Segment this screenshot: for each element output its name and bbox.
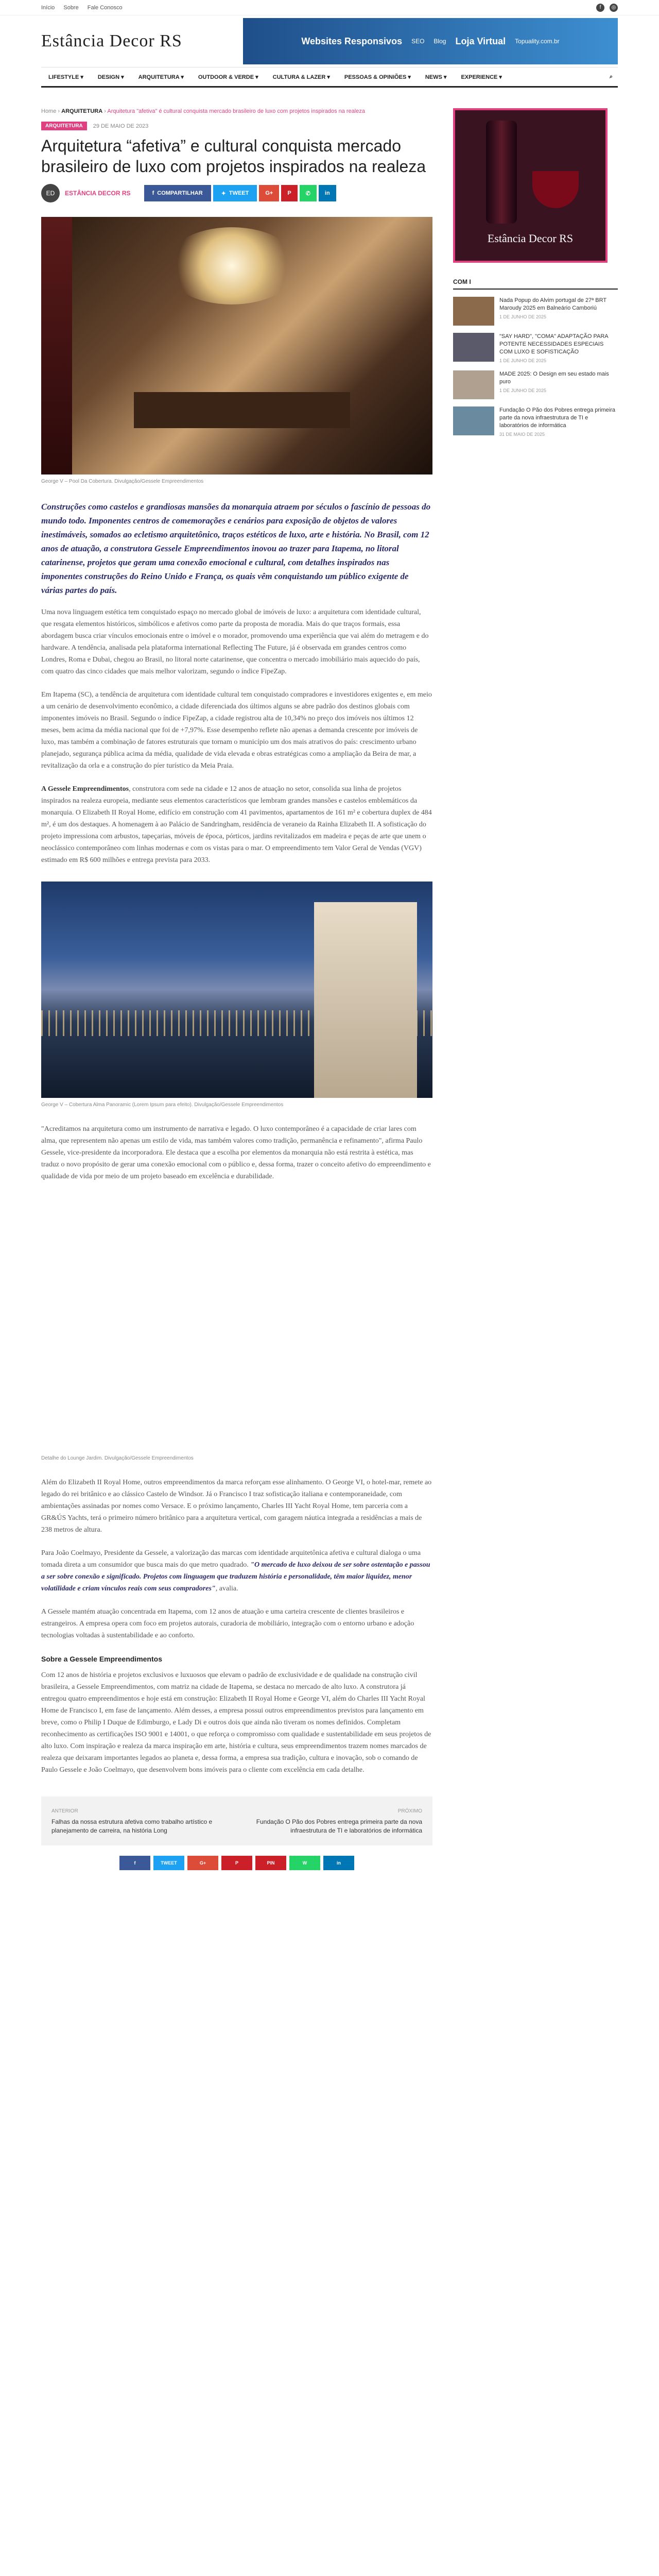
pull-quote-tail: , avalia. xyxy=(215,1585,238,1592)
chandelier-shape xyxy=(165,227,299,304)
site-logo[interactable]: Estância Decor RS xyxy=(41,31,182,50)
top-link-about[interactable]: Sobre xyxy=(63,4,79,11)
sidebar-heading: COM I xyxy=(453,278,618,290)
paragraph-3-bold: A Gessele Empreendimentos xyxy=(41,785,129,793)
next-post-link[interactable] xyxy=(242,1807,422,1835)
wine-glass-shape xyxy=(532,146,579,208)
article-image-2 xyxy=(41,882,432,1098)
share-linkedin-button[interactable] xyxy=(319,185,336,201)
breadcrumb-section[interactable]: ARQUITETURA xyxy=(61,108,103,114)
nav-item-news[interactable]: NEWS ▾ xyxy=(425,74,447,80)
bottom-share-twitter[interactable]: TWEET xyxy=(153,1856,184,1870)
sidebar-post-title[interactable]: MADE 2025: O Design em seu estado mais puro xyxy=(499,371,609,385)
paragraph-2: Em Itapema (SC), a tendência de arquitetura com identidade cultural tem conquistado compradores e investidores exigentes e, em meio a um cenário de desenvolvimento econômico, a cidade diferenciada dos últimos alguns se abre padrão dos destinos globais com imponentes imóveis no Brasil. Segundo o índice FipeZap, a cidade registrou alta de 10,34% no preço dos imóveis nos últimos 12 meses, bem acima da média nacional que foi de +7,97%. Esse desempenho reflete não apenas a demanda crescente por imóveis de luxo, mas também a combinação de fatores estruturais que tornam o município um dos mais atrativos do país: crescimento urbano planejado, segurança pública acima da média, qualidade de vida elevada e obras estratégicas como a ampliação da Beira de mar, a revitalização da orla e a construção do píer turístico da Meia Praia. xyxy=(41,691,432,770)
avatar[interactable]: ED xyxy=(41,184,60,202)
header-banner-ad[interactable] xyxy=(243,18,618,64)
pinterest-icon: P xyxy=(287,190,291,196)
paragraph-3-text: , construtora com sede na cidade e 12 anos de atuação no setor, consolida sua linha de projetos inspirados na realeza europeia, mediante seus elementos característicos que lembram grandes mansões e castelos emblemáticos da monarquia. O Elizabeth II Royal Home, edifício em construção com 41 pavimentos, apartamentos de 161 m² e cobertura duplex de 484 m², é um dos destaques. A homenagem à ao Palácio de Sandringham, residência de veraneio da Rainha Elizabeth II. A sofisticação do projeto impressiona com arbustos, tapeçarias, móveis de época, pórticos, jardins revitalizados em madeira e peças de arte que unem o neoclássico contemporâneo com linhas modernas e com os vistas para o mar. O empreendimento tem Valor Geral de Vendas (VGV) estimado em R$ 600 milhões e entrega prevista para 2033. xyxy=(41,785,432,864)
nav-item-pessoas[interactable]: PESSOAS & OPINIÕES ▾ xyxy=(344,74,411,80)
sidebar-post-title[interactable]: "SAY HARD", "COMA" ADAPTAÇÃO PARA POTENTE NECESSIDADES ESPECIAIS COM LUXO E SOFISTICAÇÃO xyxy=(499,333,609,355)
share-facebook-label: COMPARTILHAR xyxy=(157,190,203,196)
banner-text-4: Loja Virtual xyxy=(455,36,506,46)
sidebar-post-title[interactable]: Fundação O Pão dos Pobres entrega primeira parte da nova infraestrutura de TI e laboratórios de informática xyxy=(499,407,616,429)
top-bar xyxy=(0,0,659,15)
author-row xyxy=(41,184,432,202)
building-shape xyxy=(314,902,417,1098)
sidebar-post[interactable] xyxy=(453,370,618,399)
share-facebook-button[interactable] xyxy=(144,185,211,201)
bottom-share-pin[interactable]: PIN xyxy=(255,1856,286,1870)
banner-text-3: Blog xyxy=(433,38,446,45)
main-nav xyxy=(41,67,618,88)
whatsapp-icon: ✆ xyxy=(305,190,310,197)
sidebar-post-date: 1 DE JUNHO DE 2025 xyxy=(499,358,547,363)
top-links xyxy=(41,5,130,11)
search-icon[interactable]: ⌕ xyxy=(609,73,613,80)
bottom-share-pinterest[interactable]: P xyxy=(221,1856,252,1870)
breadcrumb-home[interactable]: Home xyxy=(41,108,57,114)
sidebar-post-thumb[interactable] xyxy=(453,370,494,399)
article-image-3 xyxy=(41,1194,432,1451)
top-link-contact[interactable]: Fale Conosco xyxy=(87,4,123,11)
prev-post-link[interactable] xyxy=(51,1807,232,1835)
article-main xyxy=(41,108,432,1906)
bottom-share-linkedin[interactable]: in xyxy=(323,1856,354,1870)
banner-text-1: Websites Responsivos xyxy=(301,36,403,46)
paragraph-4: "Acreditamos na arquitetura como um instrumento de narrativa e legado. O luxo contemporâneo é a capacidade de criar lares com alma, que representem não apenas um estilo de vida, mas também valores como tradição, permanência e refinamento", afirma Paulo Gessele, vice-presidente da incorporadora. Ele destaca que a escolha por elementos da monarquia não está restrita à estética, mas traduz o novo propósito de gerar uma conexão emocional com o público e, dessa forma, trazer o conceito afetivo do empreendimento e qualidade de vida por meio de um projeto baseado em excelência e durabilidade. xyxy=(41,1125,431,1180)
sidebar-post-thumb[interactable] xyxy=(453,406,494,435)
instagram-icon[interactable]: ◎ xyxy=(610,4,618,12)
share-google-button[interactable] xyxy=(259,185,279,201)
sidebar-ad[interactable] xyxy=(453,108,608,263)
article-image-1 xyxy=(41,217,432,474)
nav-item-outdoor[interactable]: OUTDOOR & VERDE ▾ xyxy=(198,74,258,80)
nav-item-experience[interactable]: EXPERIENCE ▾ xyxy=(461,74,502,80)
sidebar-post-thumb[interactable] xyxy=(453,297,494,326)
next-post-label: PRÓXIMO xyxy=(397,1808,422,1814)
site-header xyxy=(0,15,659,67)
facebook-icon[interactable]: f xyxy=(596,4,604,12)
next-post-title: Fundação O Pão dos Pobres entrega primeira parte da nova infraestrutura de TI e laboratórios de informática xyxy=(256,1818,422,1834)
breadcrumb-current: Arquitetura "afetiva" é cultural conquista mercado brasileiro de luxo com projetos inspirados na realeza xyxy=(107,108,365,114)
author-name[interactable]: ESTÂNCIA DECOR RS xyxy=(65,190,131,197)
share-pinterest-button[interactable] xyxy=(281,185,297,201)
pull-quote: "O mercado de luxo deixou de ser sobre ostentação e passou a ser sobre conexão e significado. Projetos com linguagem que traduzem história e personalidade, têm maior liquidez, menor volatilidade e criam vínculos reais com seus compradores" xyxy=(41,1561,430,1592)
sidebar-post-thumb[interactable] xyxy=(453,333,494,362)
wine-bottle-shape xyxy=(486,121,517,224)
share-buttons xyxy=(144,185,336,201)
share-twitter-label: TWEET xyxy=(229,190,249,196)
article-lead: Construções como castelos e grandiosas mansões da monarquia atraem por séculos o fascínio de pessoas do mundo todo. Imponentes centros de comemorações e cenários para exposição de objetos de valores inestimáveis, somados ao ecletismo arquitetônico, traços estéticos de luxo, arte e história. No Brasil, com 12 anos de atuação, a construtora Gessele Empreendimentos inovou ao trazer para Itapema, no litoral catarinense, projetos que geram uma conexão emocional e cultural, com detalhes inspirados nas imponentes construções do Reino Unido e França, os quais vêm conquistando um público exigente de várias partes do país. xyxy=(41,502,431,595)
sidebar-post[interactable] xyxy=(453,406,618,437)
about-heading: Sobre a Gessele Empreendimentos xyxy=(41,1655,162,1663)
nav-item-arquitetura[interactable]: ARQUITETURA ▾ xyxy=(138,74,184,80)
sidebar-post-title[interactable]: Nada Popup do Alvim portugal de 27ª BRT Maroudy 2025 em Balneário Camboriú xyxy=(499,297,606,311)
content-container xyxy=(41,88,618,1906)
top-social xyxy=(596,4,618,12)
nav-item-lifestyle[interactable]: LIFESTYLE ▾ xyxy=(48,74,83,80)
bottom-share-buttons xyxy=(41,1856,432,1870)
paragraph-6 xyxy=(41,1547,432,1595)
paragraph-1: Uma nova linguagem estética tem conquistado espaço no mercado global de imóveis de luxo: a arquitetura com identidade cultural, que resgata elementos históricos, simbólicos e afetivos como parte da proposta de moradia. Mais do que traços formais, essa abordagem busca criar vínculos emocionais entre o imóvel e o morador, promovendo uma experiência que vai além do metragem e do hardware. A tendência, analisada pela plataforma international Reflecting The Future, já é observada em grandes centros como Londres, Roma e Dubai, chegou ao Brasil, no litoral norte catarinense, que concentra o mercado imobiliário mais aquecido do país, com quatro das cinco cidades que mais melhor valorizam, segundo o índice FipeZap. xyxy=(41,608,429,675)
share-whatsapp-button[interactable] xyxy=(300,185,317,201)
nav-item-cultura[interactable]: CULTURA & LAZER ▾ xyxy=(272,74,330,80)
twitter-icon: ✦ xyxy=(221,190,226,197)
paragraph-6-text: Para João Coelmayo, Presidente da Gessele, a valorização das marcas com identidade arquitetônica afetiva e cultural dialoga o uma tomada direta a um consumidor que busca mais do que metro quadrado. xyxy=(41,1549,421,1569)
bottom-share-google[interactable]: G+ xyxy=(187,1856,218,1870)
banner-brand: Topuality.com.br xyxy=(515,38,560,45)
bottom-share-facebook[interactable]: f xyxy=(119,1856,150,1870)
sidebar-post[interactable] xyxy=(453,333,618,363)
sidebar-post-date: 1 DE JUNHO DE 2025 xyxy=(499,388,547,393)
bottom-share-whatsapp[interactable]: W xyxy=(289,1856,320,1870)
linkedin-icon: in xyxy=(324,190,330,196)
sidebar-post-date: 31 DE MAIO DE 2025 xyxy=(499,432,545,437)
paragraph-8: Com 12 anos de história e projetos exclusivos e luxuosos que elevam o padrão de exclusividade e de qualidade na construção civil brasileira, a Gessele Empreendimentos, com matriz na cidade de Itapema, se destaca no mercado de alto luxo. A construtora já entregou quatro empreendimentos e hoje está em construção: Elizabeth II Royal Home e George VI, além do Charles III Yacht Royal Home de Francisco I, em fase de lançamento. Além desses, a empresa possui outros empreendimentos previstos para lançamento em breve, como o Philip I Duque de Edimburgo, e Lady Di e outros dois que ainda não tiveram os nomes definidos. Completam reconhecimento as certificações ISO 9001 e 14001, o que reforça o compromisso com qualidade e sustentabilidade em seus projetos de alto luxo. Com inspiração e realeza da marca inspiração em arte, história e cultura, seus empreendimentos trazem nomes marcados de realeza que deixaram importantes legados ao planeta e, dessa forma, a empresa sua tradição, cultura e inovação, sob o comando de Paulo Gessele e João Coelmayo, que desenvolvem bons imóveis para o cliente com excelência em cada detalhe. xyxy=(41,1671,431,1774)
sidebar xyxy=(453,108,618,1906)
article-meta xyxy=(41,122,432,130)
post-navigation xyxy=(41,1797,432,1845)
sidebar-post[interactable] xyxy=(453,297,618,326)
facebook-icon: f xyxy=(152,190,154,196)
top-link-home[interactable]: Início xyxy=(41,4,55,11)
breadcrumb: Home › ARQUITETURA › Arquitetura "afetiva" é cultural conquista mercado brasileiro de luxo com projetos inspirados na realeza xyxy=(41,108,365,114)
article-date: 29 DE MAIO DE 2023 xyxy=(93,123,149,129)
article-title: Arquitetura “afetiva” e cultural conquista mercado brasileiro de luxo com projetos inspirados na realeza xyxy=(41,137,426,176)
image-caption-3: Detalhe do Lounge Jardim. Divulgação/Gessele Empreendimentos xyxy=(41,1455,194,1461)
banner-text-2: SEO xyxy=(411,38,425,45)
sidebar-ad-text: Estância Decor RS xyxy=(487,232,574,245)
paragraph-3 xyxy=(41,783,432,866)
curtain-shape xyxy=(41,217,72,474)
prev-post-title: Falhas da nossa estrutura afetiva como trabalho artístico e planejamento de carreira, na história Long xyxy=(51,1818,213,1834)
category-badge[interactable]: ARQUITETURA xyxy=(41,122,87,130)
image-caption-2: George V – Cobertura Alma Panoramic (Lorem Ipsum para efeito). Divulgação/Gessele Empreendimentos xyxy=(41,1102,284,1108)
sidebar-post-date: 1 DE JUNHO DE 2025 xyxy=(499,314,547,319)
share-twitter-button[interactable] xyxy=(213,185,257,201)
nav-item-design[interactable]: DESIGN ▾ xyxy=(97,74,124,80)
prev-post-label: ANTERIOR xyxy=(51,1808,78,1814)
paragraph-7: A Gessele mantém atuação concentrada em Itapema, com 12 anos de atuação e uma carteira crescente de clientes brasileiros e estrangeiros. A empresa opera com foco em projetos autorais, curadoria de mobiliário, integração com o entorno urbano e adoção tecnologias voltadas à sustentabilidade e ao conforto. xyxy=(41,1608,414,1639)
paragraph-5: Além do Elizabeth II Royal Home, outros empreendimentos da marca reforçam esse alinhamento. O George VI, o hotel-mar, remete ao legado do rei britânico e ao clássico Castelo de Windsor. Já o Francisco I traz sofisticação italiana e contemporaneidade, com ambientações assinadas por nomes como Versace. E o próximo lançamento, Charles III Yacht Royal Home, tem parceria com a GR&ÚS Yachts, terá o primeiro número britânico para a arquitetura vertical, com garagem náutica integrada a residências a mais de 238 metros de altura. xyxy=(41,1479,432,1534)
table-shape xyxy=(134,392,350,428)
image-caption-1: George V – Pool Da Cobertura. Divulgação/Gessele Empreendimentos xyxy=(41,479,204,484)
google-plus-icon: G+ xyxy=(265,190,273,196)
